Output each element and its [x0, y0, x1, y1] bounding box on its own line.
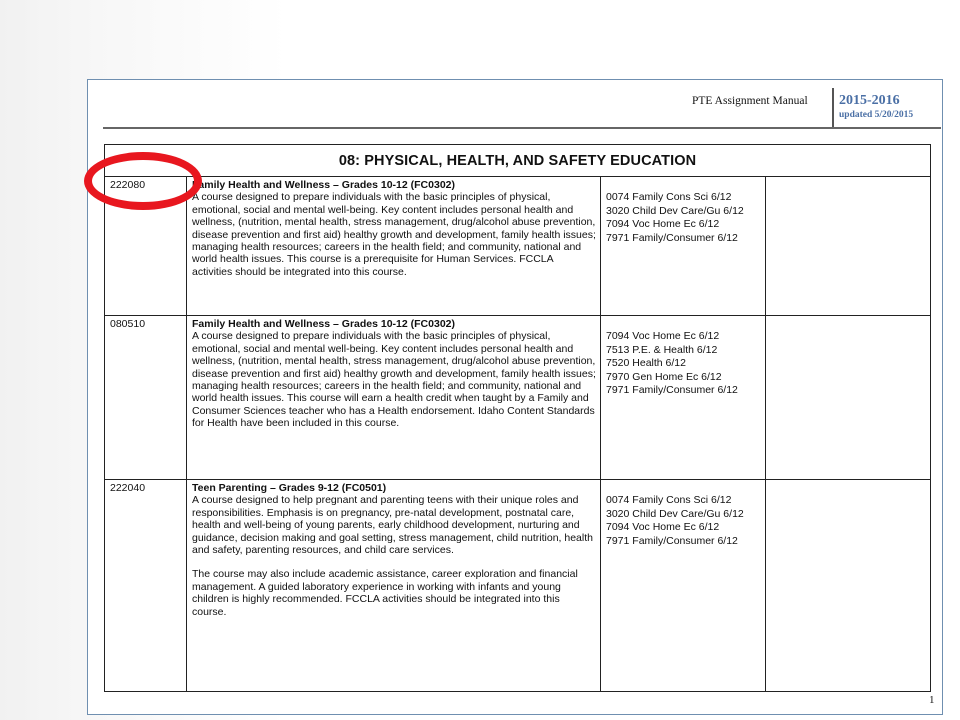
course-title: Family Health and Wellness – Grades 10-12 (FC0302) — [192, 179, 455, 191]
empty-cell — [766, 316, 931, 480]
table-row — [105, 480, 931, 692]
table-row — [105, 177, 931, 316]
certification-item: 7520 Health 6/12 — [606, 357, 686, 370]
course-paragraph: A course designed to help pregnant and parenting teens with their unique roles and responsibilities. Emphasis is on pregnancy, pre-natal development, postnatal care, health and well-being of young parents, early childhood development, nurturing and guidance, decision making and goal setting, stress management, child nutrition, health and safety, parenting resources, and child care services. — [192, 494, 593, 557]
manual-year: 2015-2016 — [839, 93, 900, 108]
certification-item: 7513 P.E. & Health 6/12 — [606, 343, 718, 356]
page-number: 1 — [929, 694, 935, 706]
course-title: Family Health and Wellness – Grades 10-12 (FC0302) — [192, 318, 455, 330]
course-paragraph: A course designed to prepare individuals with the basic principles of physical, emotional, social and mental well-being. Key content includes personal health and wellness, (nutrition, mental health, stress management, drug/alcohol abuse prevention, disease prevention and first aid) healthy growth and development, family health issues; managing health resources; careers in the health field; and community, national and world health issues. This course is a prerequisite for Human Services. FCCLA activities should be integrated into this course. — [192, 191, 596, 278]
header-divider — [832, 88, 834, 128]
certification-item: 7971 Family/Consumer 6/12 — [606, 534, 738, 547]
section-title: 08: PHYSICAL, HEALTH, AND SAFETY EDUCATION — [105, 145, 931, 177]
course-code: 080510 — [105, 316, 187, 480]
certification-item: 0074 Family Cons Sci 6/12 — [606, 494, 732, 506]
course-description — [187, 480, 601, 692]
certification-list — [601, 316, 766, 480]
header-rule — [103, 127, 941, 129]
course-description — [187, 316, 601, 480]
certification-item: 3020 Child Dev Care/Gu 6/12 — [606, 204, 744, 217]
empty-cell — [766, 480, 931, 692]
section-header-row — [105, 145, 931, 177]
course-table — [104, 144, 931, 692]
course-paragraph: A course designed to prepare individuals with the basic principles of physical, emotional, social and mental well-being. Key content includes personal health and wellness, (nutrition, mental health, stress management, drug/alcohol abuse prevention, disease prevention and first aid) healthy growth and development, family health issues; managing health resources; careers in the health field; and community, national and world health issues. This course will earn a health credit when taught by a Family and Consumer Sciences teacher who has a Health endorsement. Idaho Content Standards for Health have been included in this course. — [192, 330, 596, 430]
course-description — [187, 177, 601, 316]
course-code: 222080 — [105, 177, 187, 316]
manual-title: PTE Assignment Manual — [692, 95, 808, 107]
course-code: 222040 — [105, 480, 187, 692]
certification-item: 7970 Gen Home Ec 6/12 — [606, 370, 722, 383]
certification-item: 7094 Voc Home Ec 6/12 — [606, 521, 720, 534]
empty-cell — [766, 177, 931, 316]
certification-item: 7971 Family/Consumer 6/12 — [606, 231, 738, 244]
course-paragraph: The course may also include academic assistance, career exploration and financial management. A guided laboratory experience in working with infants and young children is highly recommended. FCCLA activities should be integrated into this course. — [192, 568, 578, 618]
certification-item: 7094 Voc Home Ec 6/12 — [606, 218, 720, 231]
certification-item: 0074 Family Cons Sci 6/12 — [606, 191, 732, 203]
certification-list — [601, 177, 766, 316]
certification-item: 7971 Family/Consumer 6/12 — [606, 384, 738, 397]
course-title: Teen Parenting – Grades 9-12 (FC0501) — [192, 482, 387, 494]
certification-item: 7094 Voc Home Ec 6/12 — [606, 330, 720, 342]
table-row — [105, 316, 931, 480]
certification-list — [601, 480, 766, 692]
certification-item: 3020 Child Dev Care/Gu 6/12 — [606, 507, 744, 520]
manual-updated-date: updated 5/20/2015 — [839, 110, 914, 120]
